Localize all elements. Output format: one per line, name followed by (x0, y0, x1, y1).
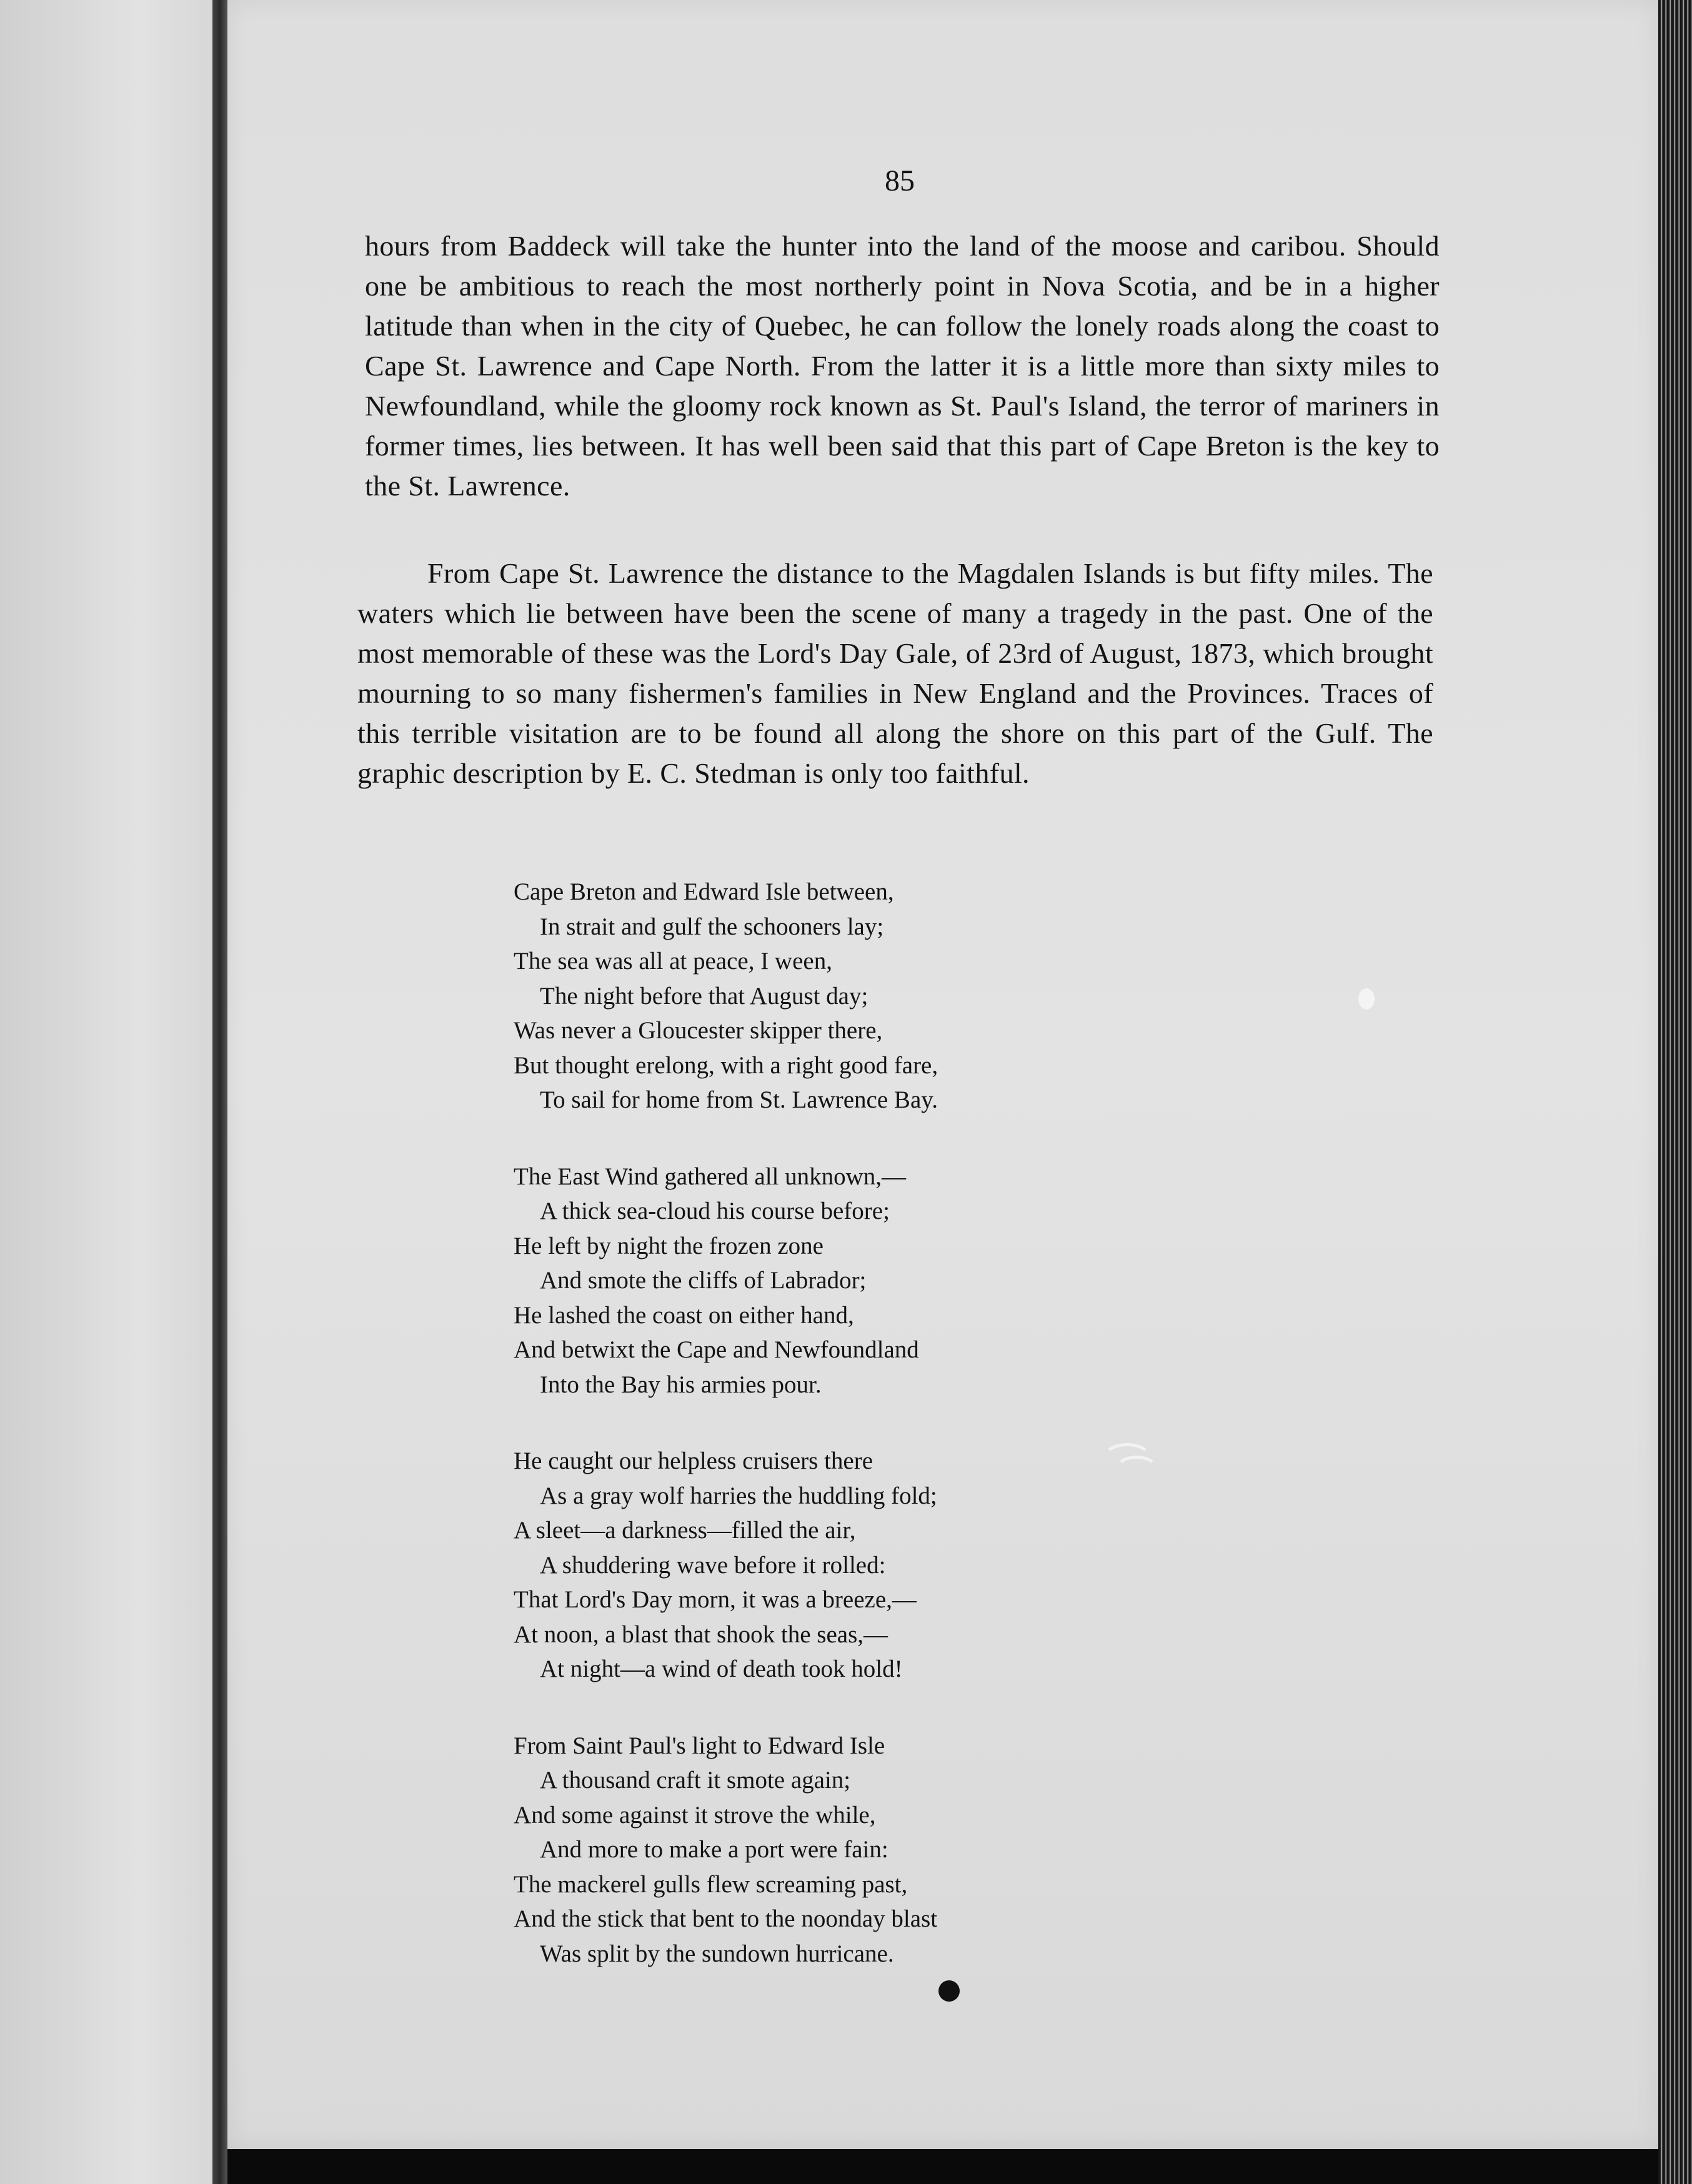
poem-line: The East Wind gathered all unknown,— (514, 1163, 907, 1190)
book-gutter (212, 0, 227, 2184)
poem-line: And some against it strove the while, (514, 1801, 876, 1829)
poem-line: A thousand craft it smote again; (540, 1767, 851, 1794)
paragraph-text: From Cape St. Lawrence the distance to the Magdalen Islands is but fifty miles. The waters which lie between have been the scene of many a tragedy in the past. One of the most memorable of these was the Lord's Day Gale, of 23rd of August, 1873, which brought mourning to so many fishermen's families in New England and the Provinces. Traces of this terrible visitation are to be found all along the shore on this part of the Gulf. The graphic description by E. C. Stedman is only too faithful. (357, 557, 1433, 789)
paragraph-text: hours from Baddeck will take the hunter into the land of the moose and caribou. Should one be ambitious to reach the most northerly point in Nova Scotia, and be in a higher latitude than when in the city of Quebec, he can follow the lonely roads along the coast to Cape St. Lawrence and Cape North. From the latter it is a little more than sixty miles to Newfoundland, while the gloomy rock known as St. Paul's Island, the terror of mariners in former times, lies between. It has well been said that this part of Cape Breton is the key to the St. Lawrence. (365, 230, 1440, 502)
poem-line: The night before that August day; (540, 982, 868, 1010)
page-edges (1658, 0, 1692, 2184)
page-number: 85 (885, 164, 915, 197)
poem-line: As a gray wolf harries the huddling fold; (540, 1482, 937, 1509)
poem-line: A thick sea-cloud his course before; (540, 1198, 890, 1224)
poem-stanza (514, 1159, 1138, 1402)
poem-stanza (514, 875, 1138, 1118)
poem-line: At night—a wind of death took hold! (540, 1655, 903, 1682)
poem-line: And the stick that bent to the noonday blast (514, 1905, 938, 1932)
poem-line: That Lord's Day morn, it was a breeze,— (514, 1586, 917, 1613)
body-paragraph (365, 226, 1440, 506)
poem-stanza (514, 1444, 1138, 1687)
poem-line: Into the Bay his armies pour. (540, 1371, 822, 1398)
poem-line: And more to make a port were fain: (540, 1836, 888, 1863)
poem-line: Was split by the sundown hurricane. (540, 1940, 894, 1967)
poem-line: To sail for home from St. Lawrence Bay. (540, 1086, 938, 1113)
poem-line: And betwixt the Cape and Newfoundland (514, 1336, 919, 1363)
poem-line: From Saint Paul's light to Edward Isle (514, 1732, 885, 1759)
poem-line: A sleet—a darkness—filled the air, (514, 1517, 856, 1544)
poem-line: In strait and gulf the schooners lay; (540, 913, 884, 940)
left-page-margin (0, 0, 232, 2184)
poem-line: The mackerel gulls flew screaming past, (514, 1870, 908, 1898)
poem-line: A shuddering wave before it rolled: (540, 1551, 886, 1579)
poem-line: And smote the cliffs of Labrador; (540, 1267, 867, 1294)
poem-line: At noon, a blast that shook the seas,— (514, 1621, 888, 1648)
poem (514, 875, 1138, 2013)
poem-line: Was never a Gloucester skipper there, (514, 1017, 883, 1044)
poem-line: The sea was all at peace, I ween, (514, 948, 832, 975)
body-paragraph (357, 553, 1433, 793)
poem-line: He caught our helpless cruisers there (514, 1447, 873, 1474)
poem-line: But thought erelong, with a right good fare, (514, 1051, 938, 1079)
poem-line: He lashed the coast on either hand, (514, 1301, 854, 1329)
film-speck (1358, 988, 1375, 1010)
poem-stanza (514, 1729, 1138, 1972)
poem-line: Cape Breton and Edward Isle between, (514, 878, 894, 905)
poem-line: He left by night the frozen zone (514, 1232, 824, 1259)
scan-border (227, 2149, 1658, 2184)
